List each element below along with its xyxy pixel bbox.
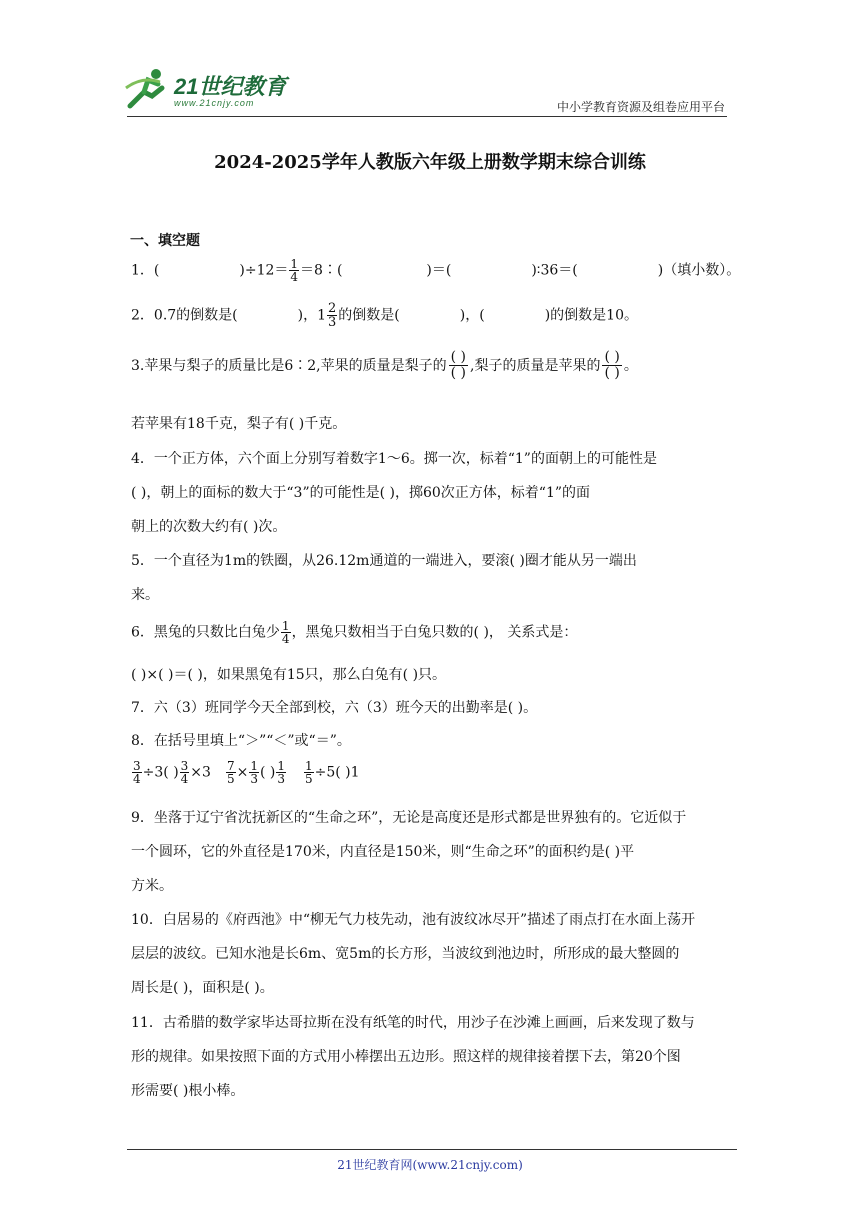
question-4-line-2: ( )，朝上的面标的数大于“3”的可能性是( )，掷60次正方体，标着“1”的面: [131, 485, 591, 501]
header-divider: [127, 116, 727, 117]
runner-logo-icon: [122, 66, 170, 110]
fraction: $\frac{1}{5}$: [304, 759, 313, 786]
question-3-line-2: 若苹果有18千克，梨子有( )千克。: [131, 416, 347, 432]
site-logo: [122, 64, 292, 116]
question-11-line-2: 形的规律。如果按照下面的方式用小棒摆出五边形。照这样的规律接着摆下去，第20个图: [131, 1049, 681, 1065]
question-3: 3.苹果与梨子的质量比是6∶2,苹果的质量是梨子的 ( ) ( ) ,梨子的质量是苹果的 ( ) ( ) 。: [131, 349, 638, 382]
blank-fraction: ( ) ( ): [604, 349, 620, 382]
fraction: $\frac{3}{4}$: [180, 759, 189, 786]
question-5-line-1: 5．一个直径为1m的铁圈，从26.12m通道的一端进入，要滚( )圈才能从另一端出: [131, 553, 637, 569]
question-6-line-2: ( )×( )＝( )，如果黑兔有15只，那么白兔有( )只。: [131, 667, 447, 683]
fraction: $\frac{1}{4}$: [281, 619, 290, 646]
logo-url: www.21cnjy.com: [174, 98, 255, 108]
fraction: $\frac{1}{3}$: [277, 759, 285, 786]
question-10-line-2: 层层的波纹。已知水池是长6m、宽5m的长方形，当波纹到池边时，所形成的最大整圆的: [131, 946, 680, 962]
question-8-line-1: 8．在括号里填上“＞”“＜”或“＝”。: [131, 733, 351, 749]
question-4-line-3: 朝上的次数大约有( )次。: [131, 519, 287, 535]
blank-fraction: ( ) ( ): [450, 349, 466, 382]
question-11-line-1: 11．古希腊的数学家毕达哥拉斯在没有纸笔的时代，用沙子在沙滩上画画，后来发现了数与: [131, 1015, 695, 1031]
fraction: $\frac{3}{4}$: [133, 759, 141, 786]
question-1: 1．( )÷12＝ $\frac{1}{4}$ ＝8∶( )＝( )∶36＝( )（填小数）。: [131, 257, 741, 284]
fraction: $\frac{7}{5}$: [226, 759, 235, 786]
page-title: 2024-2025学年人教版六年级上册数学期末综合训练: [214, 152, 646, 173]
question-8-line-2: $\frac{3}{4}$ ÷3( ) $\frac{3}{4}$ ×3 $\frac{7}{5}$ × $\frac{1}{3}$ ( ) $\frac{1}{3}$ $\frac{1}{5}$ ÷5( )1: [133, 759, 360, 786]
question-10-line-1: 10．白居易的《府西池》中“柳无气力枝先动，池有波纹冰尽开”描述了雨点打在水面上荡开: [131, 912, 696, 928]
section-heading: 一、填空题: [130, 233, 200, 249]
fraction: $\frac{1}{3}$: [250, 759, 258, 786]
question-5-line-2: 来。: [131, 587, 159, 603]
question-7: 7．六（3）班同学今天全部到校，六（3）班今天的出勤率是( )。: [131, 700, 538, 716]
question-11-line-3: 形需要( )根小棒。: [131, 1083, 245, 1099]
question-9-line-2: 一个圆环，它的外直径是170米，内直径是150米，则“生命之环”的面积约是( )平: [131, 844, 635, 860]
footer-divider: [127, 1149, 737, 1150]
platform-name: 中小学教育资源及组卷应用平台: [556, 100, 725, 114]
footer-link[interactable]: 21世纪教育网(www.21cnjy.com): [337, 1158, 523, 1172]
question-6-line-1: 6．黑兔的只数比白兔少 $\frac{1}{4}$ ，黑兔只数相当于白兔只数的( )， 关系式是：: [131, 619, 578, 646]
logo-text: 21世纪教育: [174, 74, 287, 99]
question-9-line-1: 9．坐落于辽宁省沈抚新区的“生命之环”，无论是高度还是形式都是世界独有的。它近似于: [131, 810, 687, 826]
question-4-line-1: 4．一个正方体，六个面上分别写着数字1～6。掷一次，标着“1”的面朝上的可能性是: [131, 451, 657, 467]
question-10-line-3: 周长是( )，面积是( )。: [131, 980, 274, 996]
question-2: 2．0.7的倒数是( )，1 $\frac{2}{3}$ 的倒数是( )，( )的倒数是10。: [131, 301, 638, 330]
fraction: $\frac{2}{3}$: [328, 301, 337, 330]
question-9-line-3: 方米。: [131, 878, 173, 894]
fraction: $\frac{1}{4}$: [290, 257, 299, 284]
